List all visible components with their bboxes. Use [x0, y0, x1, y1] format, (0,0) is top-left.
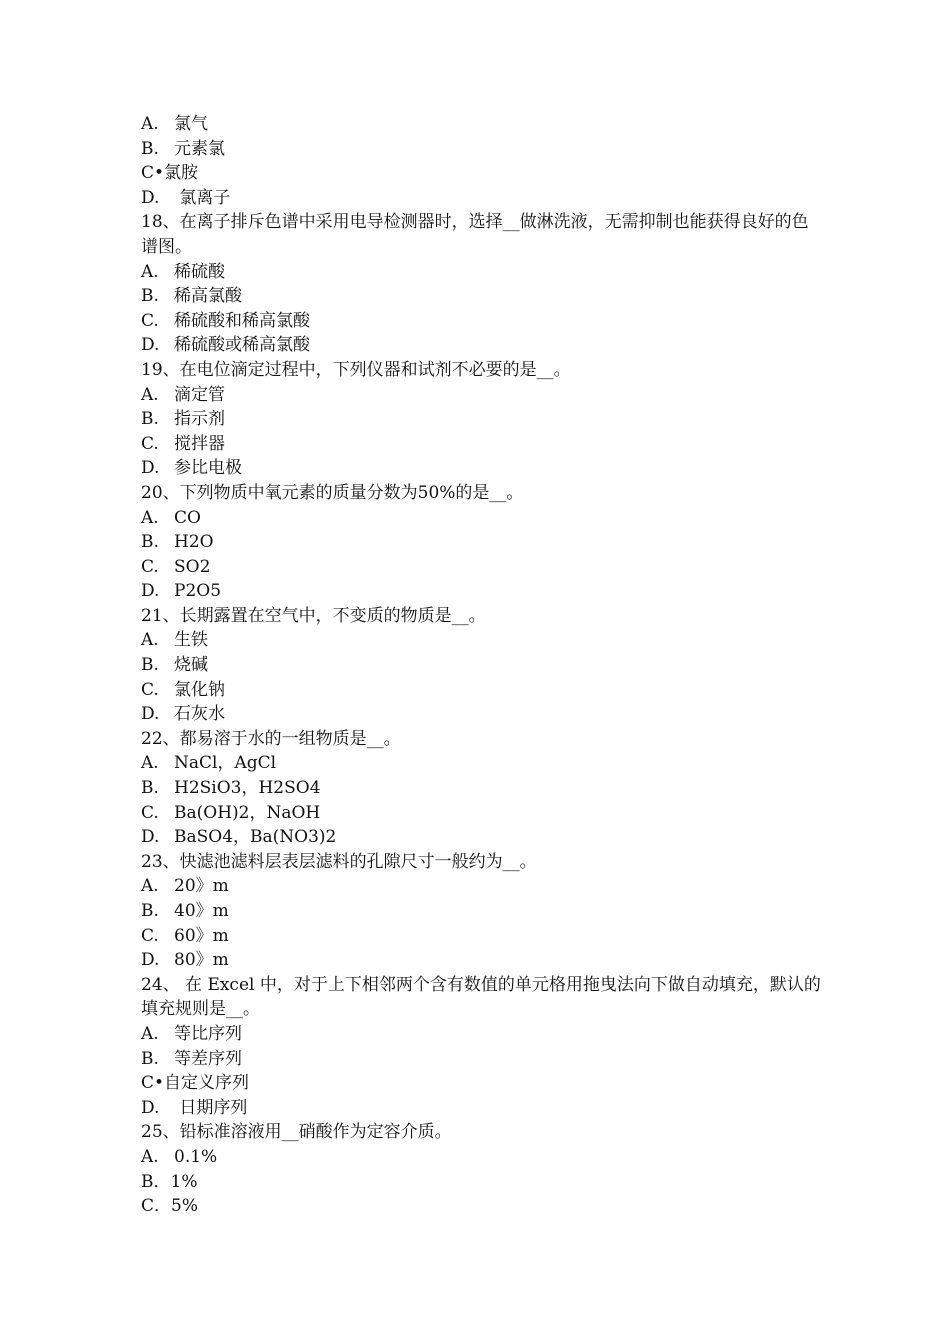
option-text: H2SiO3，H2SO4	[174, 778, 321, 799]
option-line	[141, 506, 821, 531]
option-line	[141, 1170, 821, 1195]
option-label: A.	[141, 384, 159, 405]
option-text: 指示剂	[174, 409, 225, 430]
option-text: SO2	[174, 556, 211, 577]
option-text: 稀高氯酸	[174, 286, 242, 307]
option-line	[141, 456, 821, 481]
option-text: 1%	[170, 1171, 198, 1192]
option-label: D.	[141, 827, 160, 848]
option-line	[141, 776, 821, 801]
option-line	[141, 432, 821, 457]
option-text: 生铁	[174, 630, 208, 651]
option-label: C．	[141, 1196, 172, 1217]
option-text: 氯胺	[164, 163, 199, 184]
option-line	[141, 899, 821, 924]
option-label: B.	[141, 655, 159, 676]
option-line	[141, 1071, 821, 1096]
option-text: CO	[174, 507, 201, 528]
option-label: D.	[141, 704, 160, 725]
option-text: 石灰水	[174, 704, 225, 725]
option-text: P2O5	[174, 581, 222, 602]
option-label: A.	[141, 753, 159, 774]
option-label: A.	[141, 261, 159, 282]
option-text: 稀硫酸或稀高氯酸	[174, 335, 310, 356]
option-text: 等比序列	[174, 1023, 242, 1044]
option-label: C.	[141, 925, 159, 946]
option-text: 等差序列	[174, 1048, 242, 1069]
option-line	[141, 309, 821, 334]
option-label: A.	[141, 630, 159, 651]
option-label: D.	[141, 458, 160, 479]
option-text: 5%	[171, 1196, 198, 1217]
option-label: A.	[141, 507, 159, 528]
option-label: D.	[141, 187, 160, 208]
option-line	[141, 702, 821, 727]
option-label: D.	[141, 1097, 160, 1118]
option-label: B.	[141, 532, 159, 553]
option-line	[141, 407, 821, 432]
option-text: 氯化钠	[174, 679, 225, 700]
option-line	[141, 579, 821, 604]
option-line	[141, 751, 821, 776]
option-label: D.	[141, 950, 160, 971]
option-label: C•	[141, 163, 165, 184]
option-text: 稀硫酸	[174, 261, 225, 282]
option-line	[141, 1145, 821, 1170]
option-text: 烧碱	[174, 655, 208, 676]
option-text: Ba(OH)2，NaOH	[174, 802, 321, 823]
option-line	[141, 924, 821, 949]
option-label: B.	[141, 901, 159, 921]
option-text: 60》m	[174, 925, 229, 946]
option-label: C.	[141, 679, 159, 700]
option-label: B.	[141, 778, 159, 799]
option-label: A.	[141, 876, 159, 897]
option-line	[141, 284, 821, 309]
option-text: 0.1%	[174, 1146, 218, 1167]
option-text: 80》m	[174, 950, 229, 971]
question-text: 25、铅标准溶液用__硝酸作为定容介质。	[141, 1122, 452, 1143]
option-line	[141, 333, 821, 358]
option-line	[141, 653, 821, 678]
option-text: NaCl，AgCl	[174, 753, 277, 774]
option-line	[141, 112, 821, 137]
option-label: D.	[141, 335, 160, 356]
option-text: 元素氯	[174, 138, 225, 159]
option-text: 40》m	[174, 901, 229, 921]
option-text: 氯气	[174, 114, 208, 134]
option-text: 日期序列	[174, 1097, 248, 1118]
option-label: C.	[141, 556, 159, 577]
option-label: C.	[141, 802, 159, 823]
option-label: D.	[141, 581, 160, 602]
option-line	[141, 137, 821, 162]
option-label: C•	[141, 1073, 165, 1094]
option-line	[141, 530, 821, 555]
option-line	[141, 555, 821, 580]
option-line	[141, 628, 821, 653]
option-line	[141, 260, 821, 285]
question-text: 23、快滤池滤料层表层滤料的孔隙尺寸一般约为__。	[141, 851, 537, 872]
option-line	[141, 1194, 821, 1219]
option-line	[141, 1047, 821, 1072]
option-label: A.	[141, 1146, 159, 1167]
option-line	[141, 874, 821, 899]
option-line	[141, 801, 821, 826]
option-label: A.	[141, 1023, 159, 1044]
option-line	[141, 678, 821, 703]
option-text: H2O	[174, 532, 214, 553]
option-label: B.	[141, 409, 159, 430]
option-line	[141, 1022, 821, 1047]
option-line	[141, 161, 821, 186]
option-label: C.	[141, 310, 159, 331]
option-label: B．	[141, 1171, 171, 1192]
question-text: 22、都易溶于水的一组物质是__。	[141, 728, 401, 749]
option-line	[141, 383, 821, 408]
option-line	[141, 948, 821, 973]
option-line	[141, 1096, 821, 1121]
option-text: 自定义序列	[164, 1073, 250, 1094]
option-text: BaSO4，Ba(NO3)2	[174, 827, 337, 848]
option-text: 20》m	[174, 876, 229, 897]
option-label: C.	[141, 433, 159, 454]
option-text: 氯离子	[174, 187, 231, 208]
option-text: 搅拌器	[174, 433, 225, 454]
option-label: B.	[141, 138, 159, 159]
option-label: B.	[141, 1048, 159, 1069]
document-page	[141, 112, 821, 1219]
option-line	[141, 825, 821, 850]
question-text: 18、在离子排斥色谱中采用电导检测器时，选择__做淋洗液，无需抑制也能获得良好的色谱图。	[141, 212, 809, 257]
question-text: 24、 在 Excel 中，对于上下相邻两个含有数值的单元格用拖曳法向下做自动填充，默认的填充规则是__。	[141, 974, 821, 1020]
option-text: 滴定管	[174, 384, 225, 405]
option-line	[141, 186, 821, 211]
option-text: 参比电极	[174, 458, 242, 479]
option-text: 稀硫酸和稀高氯酸	[174, 310, 310, 331]
question-text: 21、长期露置在空气中，不变质的物质是__。	[141, 605, 486, 626]
option-label: A.	[141, 114, 159, 134]
question-text: 19、在电位滴定过程中，下列仪器和试剂不必要的是__。	[141, 359, 571, 380]
option-label: B.	[141, 286, 159, 307]
question-text: 20、下列物质中氧元素的质量分数为50%的是__。	[141, 482, 524, 503]
